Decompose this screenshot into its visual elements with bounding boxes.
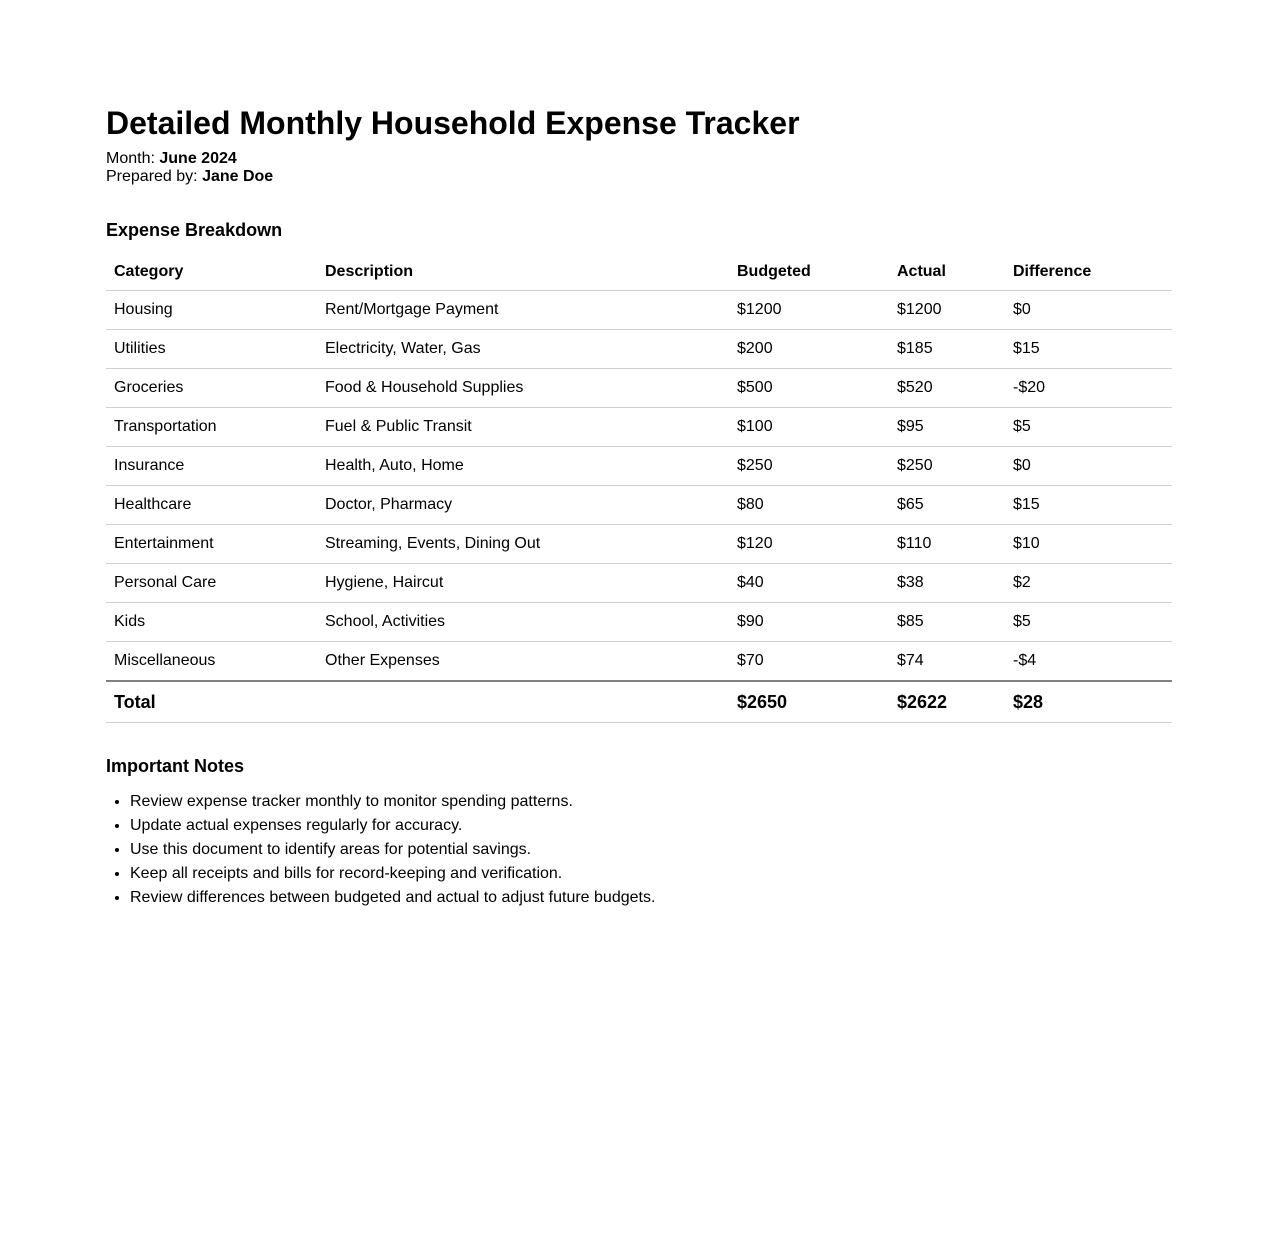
cell-description: Hygiene, Haircut	[317, 564, 729, 603]
cell-difference: $15	[1005, 330, 1172, 369]
cell-category: Healthcare	[106, 486, 317, 525]
expense-breakdown-heading: Expense Breakdown	[106, 220, 283, 240]
expense-table	[106, 253, 1172, 723]
cell-description: Electricity, Water, Gas	[317, 330, 729, 369]
cell-actual: $95	[889, 408, 1005, 447]
list-item: • Keep all receipts and bills for record-keeping and verification.	[130, 862, 1172, 886]
month-value: June 2024	[159, 150, 237, 167]
cell-actual: $1200	[889, 291, 1005, 330]
cell-budgeted: $90	[729, 603, 889, 642]
total-row	[106, 681, 1172, 723]
cell-category: Groceries	[106, 369, 317, 408]
important-notes-section	[106, 755, 1172, 910]
table-row	[106, 369, 1172, 408]
cell-budgeted: $1200	[729, 291, 889, 330]
list-item: • Review expense tracker monthly to monitor spending patterns.	[130, 790, 1172, 814]
total-label: Total	[106, 681, 317, 723]
cell-actual: $520	[889, 369, 1005, 408]
cell-category: Entertainment	[106, 525, 317, 564]
cell-difference: $0	[1005, 291, 1172, 330]
cell-budgeted: $70	[729, 642, 889, 682]
page-title: Detailed Monthly Household Expense Tracker	[106, 105, 800, 141]
prepared-by-line	[106, 168, 1172, 186]
table-row	[106, 642, 1172, 682]
total-actual: $2622	[889, 681, 1005, 723]
cell-category: Housing	[106, 291, 317, 330]
important-notes-heading: Important Notes	[106, 756, 245, 776]
column-header-difference: Difference	[1005, 253, 1172, 291]
cell-difference: -$4	[1005, 642, 1172, 682]
cell-category: Insurance	[106, 447, 317, 486]
total-budgeted: $2650	[729, 681, 889, 723]
cell-budgeted: $500	[729, 369, 889, 408]
list-item: • Update actual expenses regularly for accuracy.	[130, 814, 1172, 838]
table-header-row	[106, 253, 1172, 291]
table-row	[106, 486, 1172, 525]
cell-description: Streaming, Events, Dining Out	[317, 525, 729, 564]
cell-difference: $15	[1005, 486, 1172, 525]
prepared-by-label: Prepared by:	[106, 168, 198, 185]
cell-description: Doctor, Pharmacy	[317, 486, 729, 525]
cell-difference: $5	[1005, 603, 1172, 642]
column-header-category: Category	[106, 253, 317, 291]
column-header-actual: Actual	[889, 253, 1005, 291]
cell-category: Kids	[106, 603, 317, 642]
cell-difference: $10	[1005, 525, 1172, 564]
cell-description: Other Expenses	[317, 642, 729, 682]
column-header-description: Description	[317, 253, 729, 291]
table-row	[106, 408, 1172, 447]
month-line	[106, 150, 1172, 168]
cell-actual: $85	[889, 603, 1005, 642]
cell-actual: $110	[889, 525, 1005, 564]
cell-actual: $185	[889, 330, 1005, 369]
cell-difference: $2	[1005, 564, 1172, 603]
cell-category: Personal Care	[106, 564, 317, 603]
cell-budgeted: $40	[729, 564, 889, 603]
document	[106, 104, 1172, 910]
column-header-budgeted: Budgeted	[729, 253, 889, 291]
cell-description: Food & Household Supplies	[317, 369, 729, 408]
cell-description: Fuel & Public Transit	[317, 408, 729, 447]
total-description-empty	[317, 681, 729, 723]
cell-budgeted: $100	[729, 408, 889, 447]
table-row	[106, 564, 1172, 603]
cell-category: Transportation	[106, 408, 317, 447]
total-difference: $28	[1005, 681, 1172, 723]
cell-difference: $5	[1005, 408, 1172, 447]
cell-difference: -$20	[1005, 369, 1172, 408]
cell-actual: $38	[889, 564, 1005, 603]
cell-budgeted: $120	[729, 525, 889, 564]
document-meta	[106, 150, 1172, 186]
expense-breakdown-section	[106, 219, 1172, 723]
cell-actual: $74	[889, 642, 1005, 682]
prepared-by-value: Jane Doe	[202, 168, 274, 185]
notes-list	[106, 790, 1172, 910]
cell-description: Rent/Mortgage Payment	[317, 291, 729, 330]
cell-difference: $0	[1005, 447, 1172, 486]
list-item: • Review differences between budgeted and actual to adjust future budgets.	[130, 886, 1172, 910]
list-item: • Use this document to identify areas for potential savings.	[130, 838, 1172, 862]
cell-actual: $65	[889, 486, 1005, 525]
cell-description: School, Activities	[317, 603, 729, 642]
table-row	[106, 291, 1172, 330]
table-row	[106, 603, 1172, 642]
cell-description: Health, Auto, Home	[317, 447, 729, 486]
cell-category: Miscellaneous	[106, 642, 317, 682]
table-row	[106, 525, 1172, 564]
cell-budgeted: $200	[729, 330, 889, 369]
cell-category: Utilities	[106, 330, 317, 369]
cell-budgeted: $80	[729, 486, 889, 525]
cell-budgeted: $250	[729, 447, 889, 486]
table-row	[106, 447, 1172, 486]
month-label: Month:	[106, 150, 155, 167]
cell-actual: $250	[889, 447, 1005, 486]
table-row	[106, 330, 1172, 369]
